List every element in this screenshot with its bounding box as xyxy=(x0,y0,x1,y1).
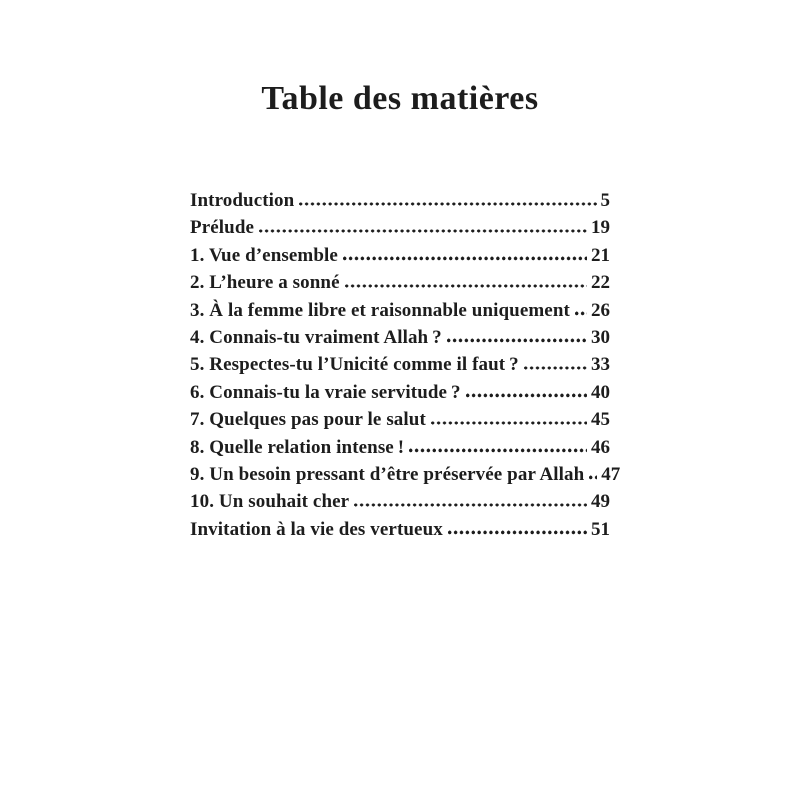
toc-entry-label: 5. Respectes-tu l’Unicité comme il faut ? xyxy=(190,354,519,376)
toc-entry xyxy=(190,190,610,217)
toc-leader-dots xyxy=(345,284,587,289)
toc-leader-dots xyxy=(343,256,587,261)
toc-entry-label: Introduction xyxy=(190,190,295,211)
toc-leader-dots xyxy=(448,530,587,535)
toc-entry-page: 47 xyxy=(601,463,621,485)
toc-leader-dots xyxy=(466,393,587,398)
toc-entry-page: 40 xyxy=(591,381,610,403)
toc-entry xyxy=(190,519,610,546)
toc-entry-label: 3. À la femme libre et raisonnable uniquement xyxy=(190,299,570,321)
toc-leader-dots xyxy=(299,202,596,207)
toc-entry xyxy=(190,272,610,299)
toc-entry-page: 33 xyxy=(591,354,610,376)
toc-entry-label: Invitation à la vie des vertueux xyxy=(190,518,443,540)
toc-entry-page: 5 xyxy=(600,190,610,211)
table-of-contents xyxy=(190,190,621,546)
toc-entry-page: 49 xyxy=(591,491,610,513)
toc-entry xyxy=(190,300,610,327)
toc-entry xyxy=(190,409,610,436)
toc-leader-dots xyxy=(409,448,587,453)
toc-entry-label: 7. Quelques pas pour le salut xyxy=(190,409,426,431)
toc-leader-dots xyxy=(575,311,587,316)
toc-entry-label: 1. Vue d’ensemble xyxy=(190,244,338,266)
toc-leader-dots xyxy=(447,338,587,343)
toc-entry xyxy=(190,354,610,381)
toc-leader-dots xyxy=(524,366,587,371)
toc-entry xyxy=(190,463,621,491)
toc-entry xyxy=(190,491,610,518)
toc-entry xyxy=(190,245,610,272)
toc-leader-dots xyxy=(431,421,587,426)
toc-entry-page: 21 xyxy=(591,244,610,266)
toc-entry-page: 19 xyxy=(591,217,610,239)
toc-entry-label: 2. L’heure a sonné xyxy=(190,272,340,294)
toc-entry-page: 46 xyxy=(591,436,610,458)
toc-leader-dots xyxy=(589,475,597,480)
toc-entry xyxy=(190,437,610,464)
toc-entry-label: 10. Un souhait cher xyxy=(190,491,350,513)
toc-entry-label: 6. Connais-tu la vraie servitude ? xyxy=(190,381,461,403)
toc-entry xyxy=(190,382,610,409)
toc-entry-label: 4. Connais-tu vraiment Allah ? xyxy=(190,326,442,348)
toc-entry-label: 9. Un besoin pressant d’être préservée par Allah xyxy=(190,463,585,485)
toc-entry xyxy=(190,217,610,244)
toc-entry-page: 51 xyxy=(591,518,610,540)
toc-entry-page: 22 xyxy=(591,272,610,294)
toc-entry-label: 8. Quelle relation intense ! xyxy=(190,436,405,458)
page-title: Table des matières xyxy=(261,80,539,117)
toc-leader-dots xyxy=(354,503,587,508)
toc-entry-page: 26 xyxy=(591,299,610,321)
toc-entry-page: 45 xyxy=(591,409,610,431)
toc-entry-label: Prélude xyxy=(190,217,255,239)
toc-leader-dots xyxy=(259,229,587,234)
toc-entry xyxy=(190,327,610,354)
toc-entry-page: 30 xyxy=(591,326,610,348)
